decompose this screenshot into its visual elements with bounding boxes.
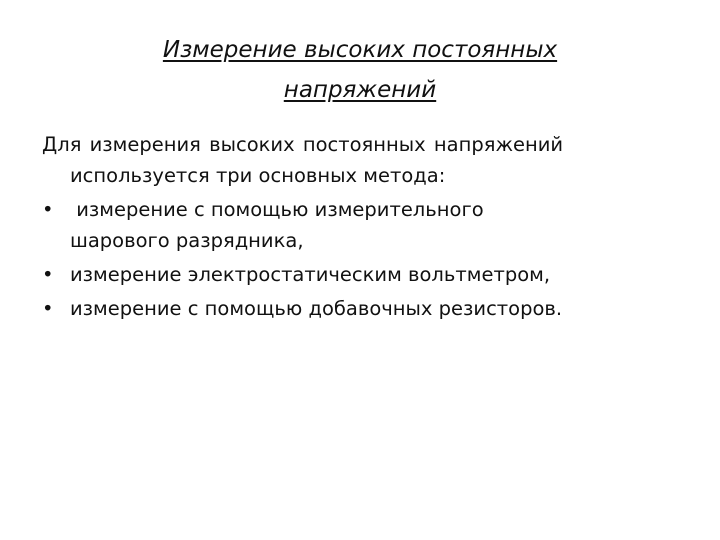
intro-paragraph [42,129,702,191]
bullet-text-line-2: шарового разрядника, [70,229,304,252]
bullet-icon: • [42,263,54,286]
bullet-icon: • [42,198,54,221]
bullet-item [42,194,702,256]
bullet-item [42,259,702,290]
title-line-2: напряжений [283,77,437,103]
bullet-text-line-1: измерение с помощью добавочных резисторов. [70,297,563,320]
slide-body [42,129,702,324]
bullet-item [42,293,702,324]
intro-line-1: Для измерения высоких постоянных напряжений [42,133,564,156]
bullet-text-line-1: измерение электростатическим вольтметром, [70,263,551,286]
slide-title [90,30,630,110]
intro-line-2: используется три основных метода: [70,164,446,187]
bullet-text-line-1: измерение с помощью измерительного [70,198,484,221]
title-line-1: Измерение высоких постоянных [162,37,558,63]
bullet-icon: • [42,297,54,320]
